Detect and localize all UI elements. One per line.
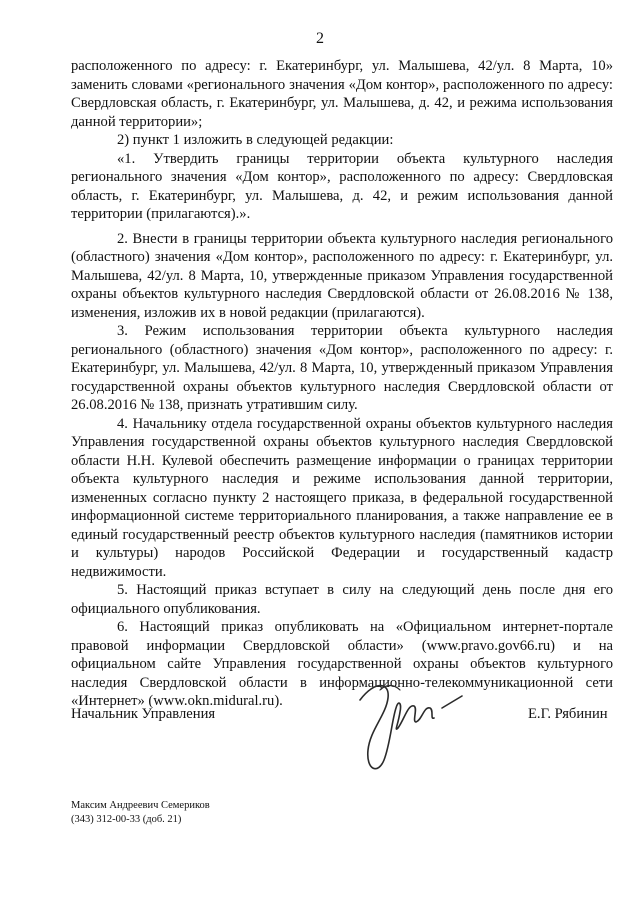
paragraph-item-5: 5. Настоящий приказ вступает в силу на следующий день после дня его официального опубликования. bbox=[71, 582, 613, 617]
position-title: Начальник Управления bbox=[71, 706, 216, 722]
paragraph-item-3: 3. Режим использования территории объекта культурного наследия регионального (областного) значения «Дом контор», расположенного по адресу: г. Екатеринбург, ул. Малышева, 42/ул. 8 Марта, 10, утвержденный приказом Управления государственной охраны объектов культурного наследия Свердловской области от 26.08.2016 № 138, признать утратившим силу. bbox=[71, 323, 613, 413]
page-number: 2 bbox=[316, 30, 324, 47]
paragraph-item-2: 2. Внести в границы территории объекта культурного наследия регионального (областного) значения «Дом контор», расположенного по адресу: г. Екатеринбург, ул. Малышева, 42/ул. 8 Марта, 10, утвержденные приказом Управления государственной охраны объектов культурного наследия Свердловской области от 26.08.2016 № 138, изменения, изложив их в новой редакции (прилагаются). bbox=[71, 230, 613, 321]
executor-phone: (343) 312-00-33 (доб. 21) bbox=[71, 814, 182, 825]
paragraph-item-4: 4. Начальнику отдела государственной охраны объектов культурного наследия Управления государственной охраны объектов культурного наследия Свердловской области Н.Н. Кулевой обеспечить размещение информации о границах территории объекта культурного наследия и режиме использования данной территории, измененных согласно пункту 2 настоящего приказа, в федеральной государственной информационной системе территориального планирования, а также направление ее в единый государственный реестр объектов культурного наследия (памятников истории и культуры) народов Российской Федерации и государственный кадастр недвижимости. bbox=[71, 415, 613, 580]
executor-name: Максим Андреевич Семериков bbox=[71, 800, 210, 811]
paragraph-subitem-2: 2) пункт 1 изложить в следующей редакции: bbox=[117, 132, 394, 148]
paragraph-continuation: расположенного по адресу: г. Екатеринбург, ул. Малышева, 42/ул. 8 Марта, 10» заменить словами «регионального значения «Дом контор», расположенного по адресу: Свердловская область, г. Екатеринбург, ул. Малышева, д. 42, и режима использования данной территории»; bbox=[71, 58, 613, 130]
paragraph-item-6: 6. Настоящий приказ опубликовать на «Официальном интернет-портале правовой информации Свердловской области» (www.pravo.gov66.ru) и на официальном сайте Управления государственной охраны объектов культурного наследия Свердловской области в информационно-телекоммуникационной сети «Интернет» (www.okn.midural.ru). bbox=[71, 619, 613, 709]
signer-name: Е.Г. Рябинин bbox=[528, 706, 608, 722]
document-body bbox=[71, 57, 613, 711]
executor-info bbox=[71, 799, 210, 827]
handwritten-signature bbox=[350, 670, 470, 780]
paragraph-quoted-item-1: «1. Утвердить границы территории объекта культурного наследия регионального значения «Дом контор», расположенного по адресу: Свердловская область, г. Екатеринбург, ул. Малышева, д. 42, и режим использования данной территории (прилагаются).». bbox=[71, 150, 613, 222]
